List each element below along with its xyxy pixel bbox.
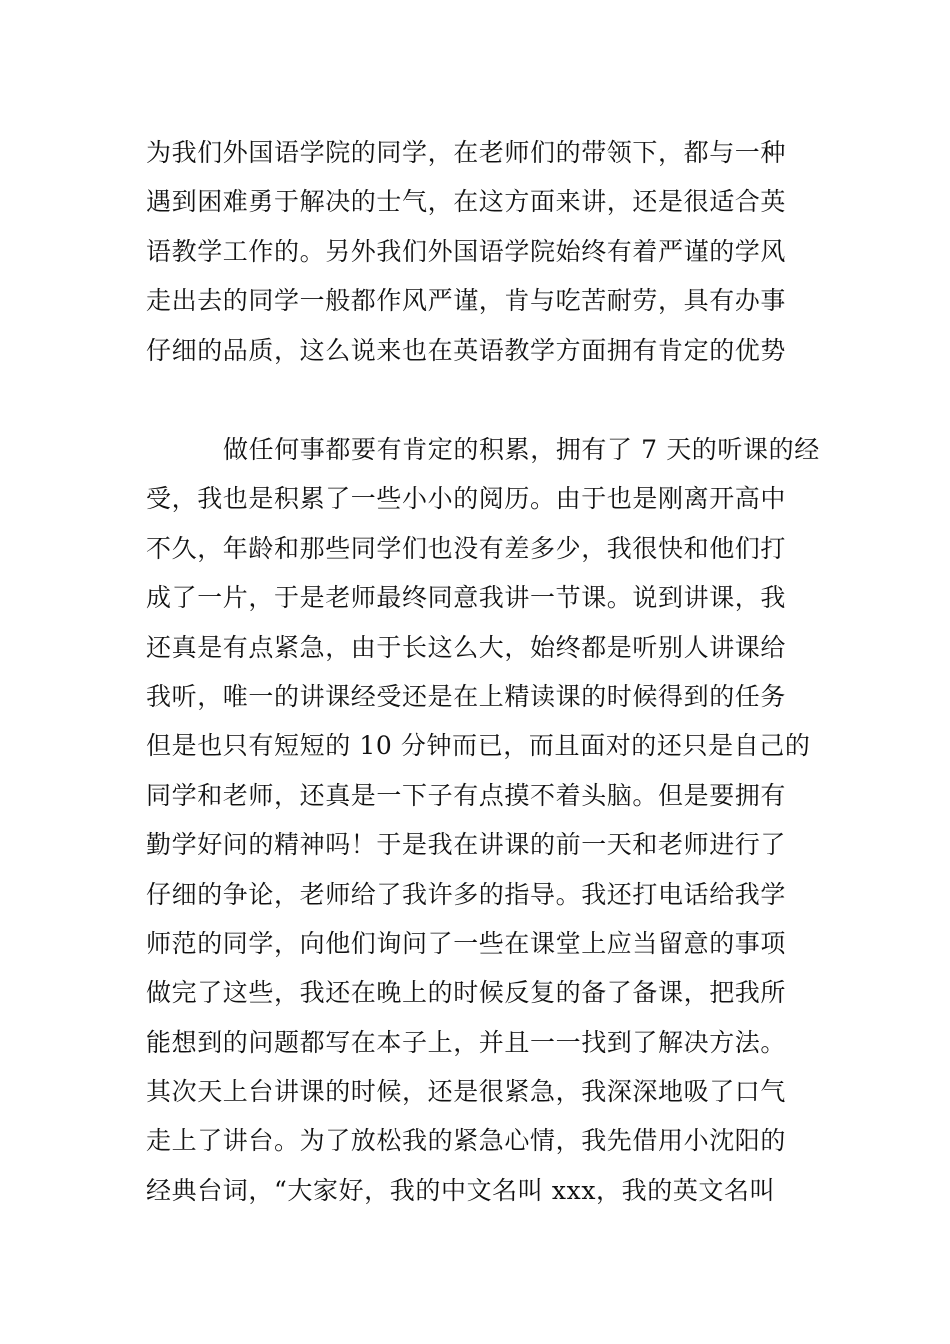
text-line: 但是也只有短短的 10 分钟而已，而且面对的还只是自己的: [146, 731, 811, 761]
text-line: 勤学好问的精神吗！于是我在讲课的前一天和老师进行了: [146, 830, 787, 860]
paragraph-2: [146, 425, 820, 1215]
text-line: 遇到困难勇于解决的士气，在这方面来讲，还是很适合英: [146, 187, 787, 217]
text-line: 仔细的品质，这么说来也在英语教学方面拥有肯定的优势: [146, 335, 787, 365]
paragraph-1: [146, 128, 816, 375]
text-line: 能想到的问题都写在本子上，并且一一找到了解决方法。: [146, 1027, 787, 1057]
text-line: 做完了这些，我还在晚上的时候反复的备了备课，把我所: [146, 978, 787, 1008]
text-line: 同学和老师，还真是一下子有点摸不着头脑。但是要拥有: [146, 780, 787, 810]
text-line: 还真是有点紧急，由于长这么大，始终都是听别人讲课给: [146, 632, 787, 662]
text-line: 经典台词，“大家好，我的中文名叫 xxx，我的英文名叫: [146, 1175, 776, 1205]
text-line: 师范的同学，向他们询问了一些在课堂上应当留意的事项: [146, 928, 787, 958]
text-line: 受，我也是积累了一些小小的阅历。由于也是刚离开高中: [146, 484, 787, 514]
text-line: 语教学工作的。另外我们外国语学院始终有着严谨的学风: [146, 236, 787, 266]
text-line: 做任何事都要有肯定的积累，拥有了 7 天的听课的经: [223, 435, 820, 464]
text-line: 仔细的争论，老师给了我许多的指导。我还打电话给我学: [146, 879, 787, 909]
text-line: 其次天上台讲课的时候，还是很紧急，我深深地吸了口气: [146, 1077, 787, 1107]
text-line: 为我们外国语学院的同学，在老师们的带领下，都与一种: [146, 138, 787, 167]
text-line: 走出去的同学一般都作风严谨，肯与吃苦耐劳，具有办事: [146, 286, 787, 316]
text-line: 成了一片，于是老师最终同意我讲一节课。说到讲课，我: [146, 583, 787, 613]
text-line: 不久，年龄和那些同学们也没有差多少，我很快和他们打: [146, 533, 787, 563]
text-line: 我听，唯一的讲课经受还是在上精读课的时候得到的任务: [146, 681, 787, 711]
text-line: 走上了讲台。为了放松我的紧急心情，我先借用小沈阳的: [146, 1126, 787, 1156]
